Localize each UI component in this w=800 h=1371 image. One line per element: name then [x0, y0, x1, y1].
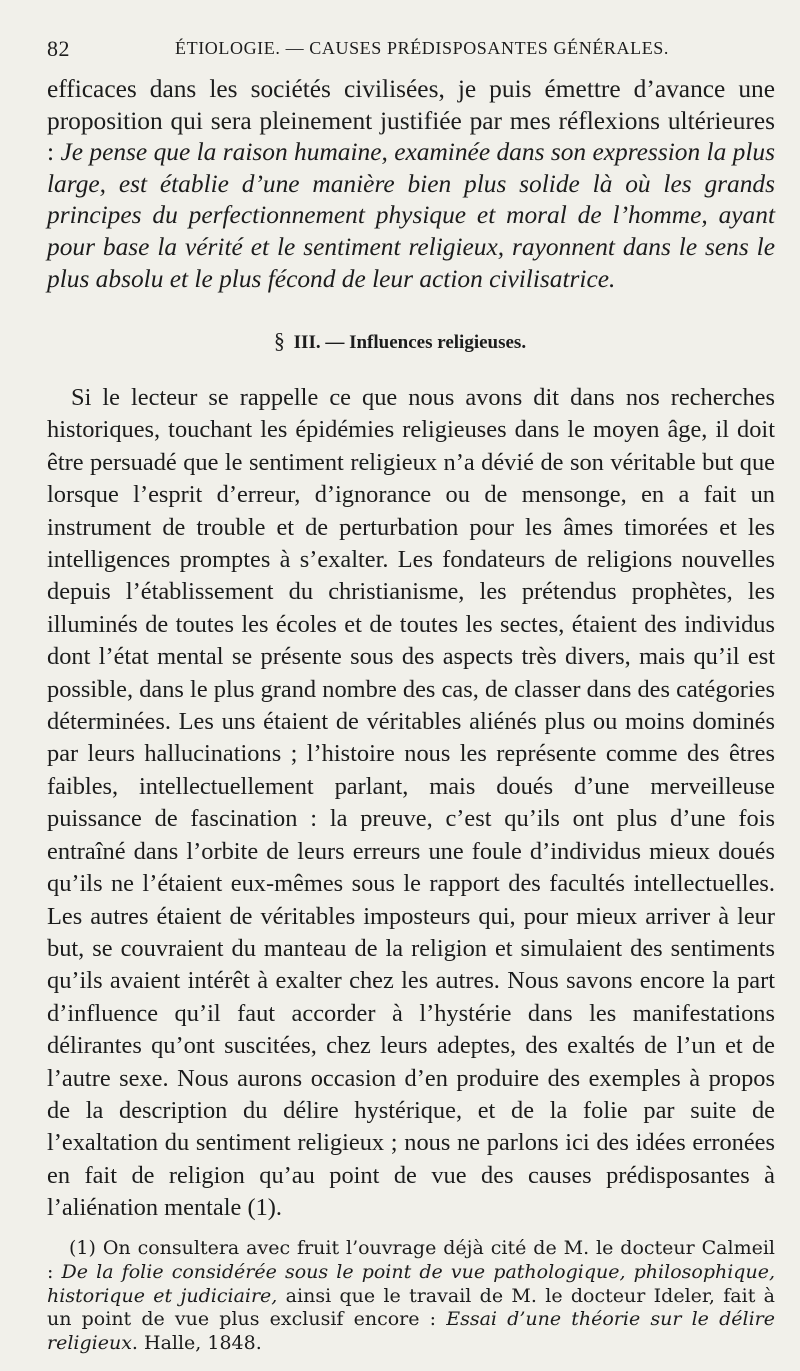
footnote-text-b: ainsi que le travail de M. le docteur Ideler, fait à un point de vue plus exclusif encore :: [47, 1284, 775, 1331]
footnote-marker: (1): [69, 1237, 96, 1259]
page-header: [47, 36, 767, 66]
intro-paragraph: [47, 74, 775, 295]
section-heading: [0, 328, 800, 354]
footnote-title-b: Essai d’une théorie sur le délire religieux: [47, 1308, 775, 1355]
footnote-text-c: . Halle, 1848.: [131, 1332, 262, 1355]
running-head: ÉTIOLOGIE. — CAUSES PRÉDISPOSANTES GÉNÉRALES.: [175, 38, 670, 58]
section-title: III. — Influences religieuses.: [293, 332, 527, 353]
page-number: 82: [47, 36, 70, 61]
main-paragraph: Si le lecteur se rappelle ce que nous avons dit dans nos recherches historiques, touchant les épidémies religieuses dans le moyen âge, il doit être persuadé que le sentiment religieux n’a dévié de son véritable but que lorsque l’esprit d’erreur, d’ignorance ou de mensonge, en a fait un instrument de trouble et de perturbation pour les âmes timorées et les intelligences promptes à s’exalter. Les fondateurs de religions nouvelles depuis l’établissement du christianisme, les prétendus prophètes, les illuminés de toutes les écoles et de toutes les sectes, étaient des individus dont l’état mental se présente sous des aspects très divers, mais qu’il est possible, dans le plus grand nombre des cas, de classer dans des catégories déterminées. Les uns étaient de véritables aliénés plus ou moins dominés par leurs hallucinations ; l’histoire nous les représente comme des êtres faibles, intellectuellement parlant, mais doués d’une merveilleuse puissance de fascination : la preuve, c’est qu’ils ont plus d’une fois entraîné dans l’orbite de leurs erreurs une foule d’individus mieux doués qu’ils ne l’étaient eux-mêmes sous le rapport des facultés intellectuelles. Les autres étaient de véritables imposteurs qui, pour mieux arriver à leur but, se couvraient du manteau de la religion et simulaient des sentiments qu’ils avaient intérêt à exalter chez les autres. Nous savons encore la part d’influence qu’il faut accorder à l’hystérie dans les manifestations délirantes qu’ont suscitées, chez leurs adeptes, des exaltés de l’un et de l’autre sexe. Nous aurons occasion d’en produire des exemples à propos de la description du délire hystérique, et de la folie par suite de l’exaltation du sentiment religieux ; nous ne parlons ici des idées erronées en fait de religion qu’au point de vue des causes prédisposantes à l’aliénation mentale (1).: [47, 384, 775, 1222]
intro-italic-text: Je pense que la raison humaine, examinée dans son expression la plus large, est établie d’une manière bien plus solide là où les grands principes du perfectionnement physique et moral de l’homme, ayant pour base la vérité et le sentiment religieux, rayonnent dans le sens le plus absolu et le plus fécond de leur action civilisatrice.: [47, 138, 775, 293]
section-symbol: §: [273, 328, 285, 353]
footnote-title-a: De la folie considérée sous le point de vue pathologique, philosophique, historique et judiciaire,: [47, 1260, 775, 1307]
footnote: [47, 1237, 775, 1356]
intro-plain-text: efficaces dans les sociétés civilisées, je puis émettre d’avance une proposition qui sera pleinement justifiée par mes réflexions ultérieures :: [47, 75, 775, 167]
footnote-text-a: On consultera avec fruit l’ouvrage déjà cité de M. le docteur Calmeil :: [47, 1237, 775, 1283]
